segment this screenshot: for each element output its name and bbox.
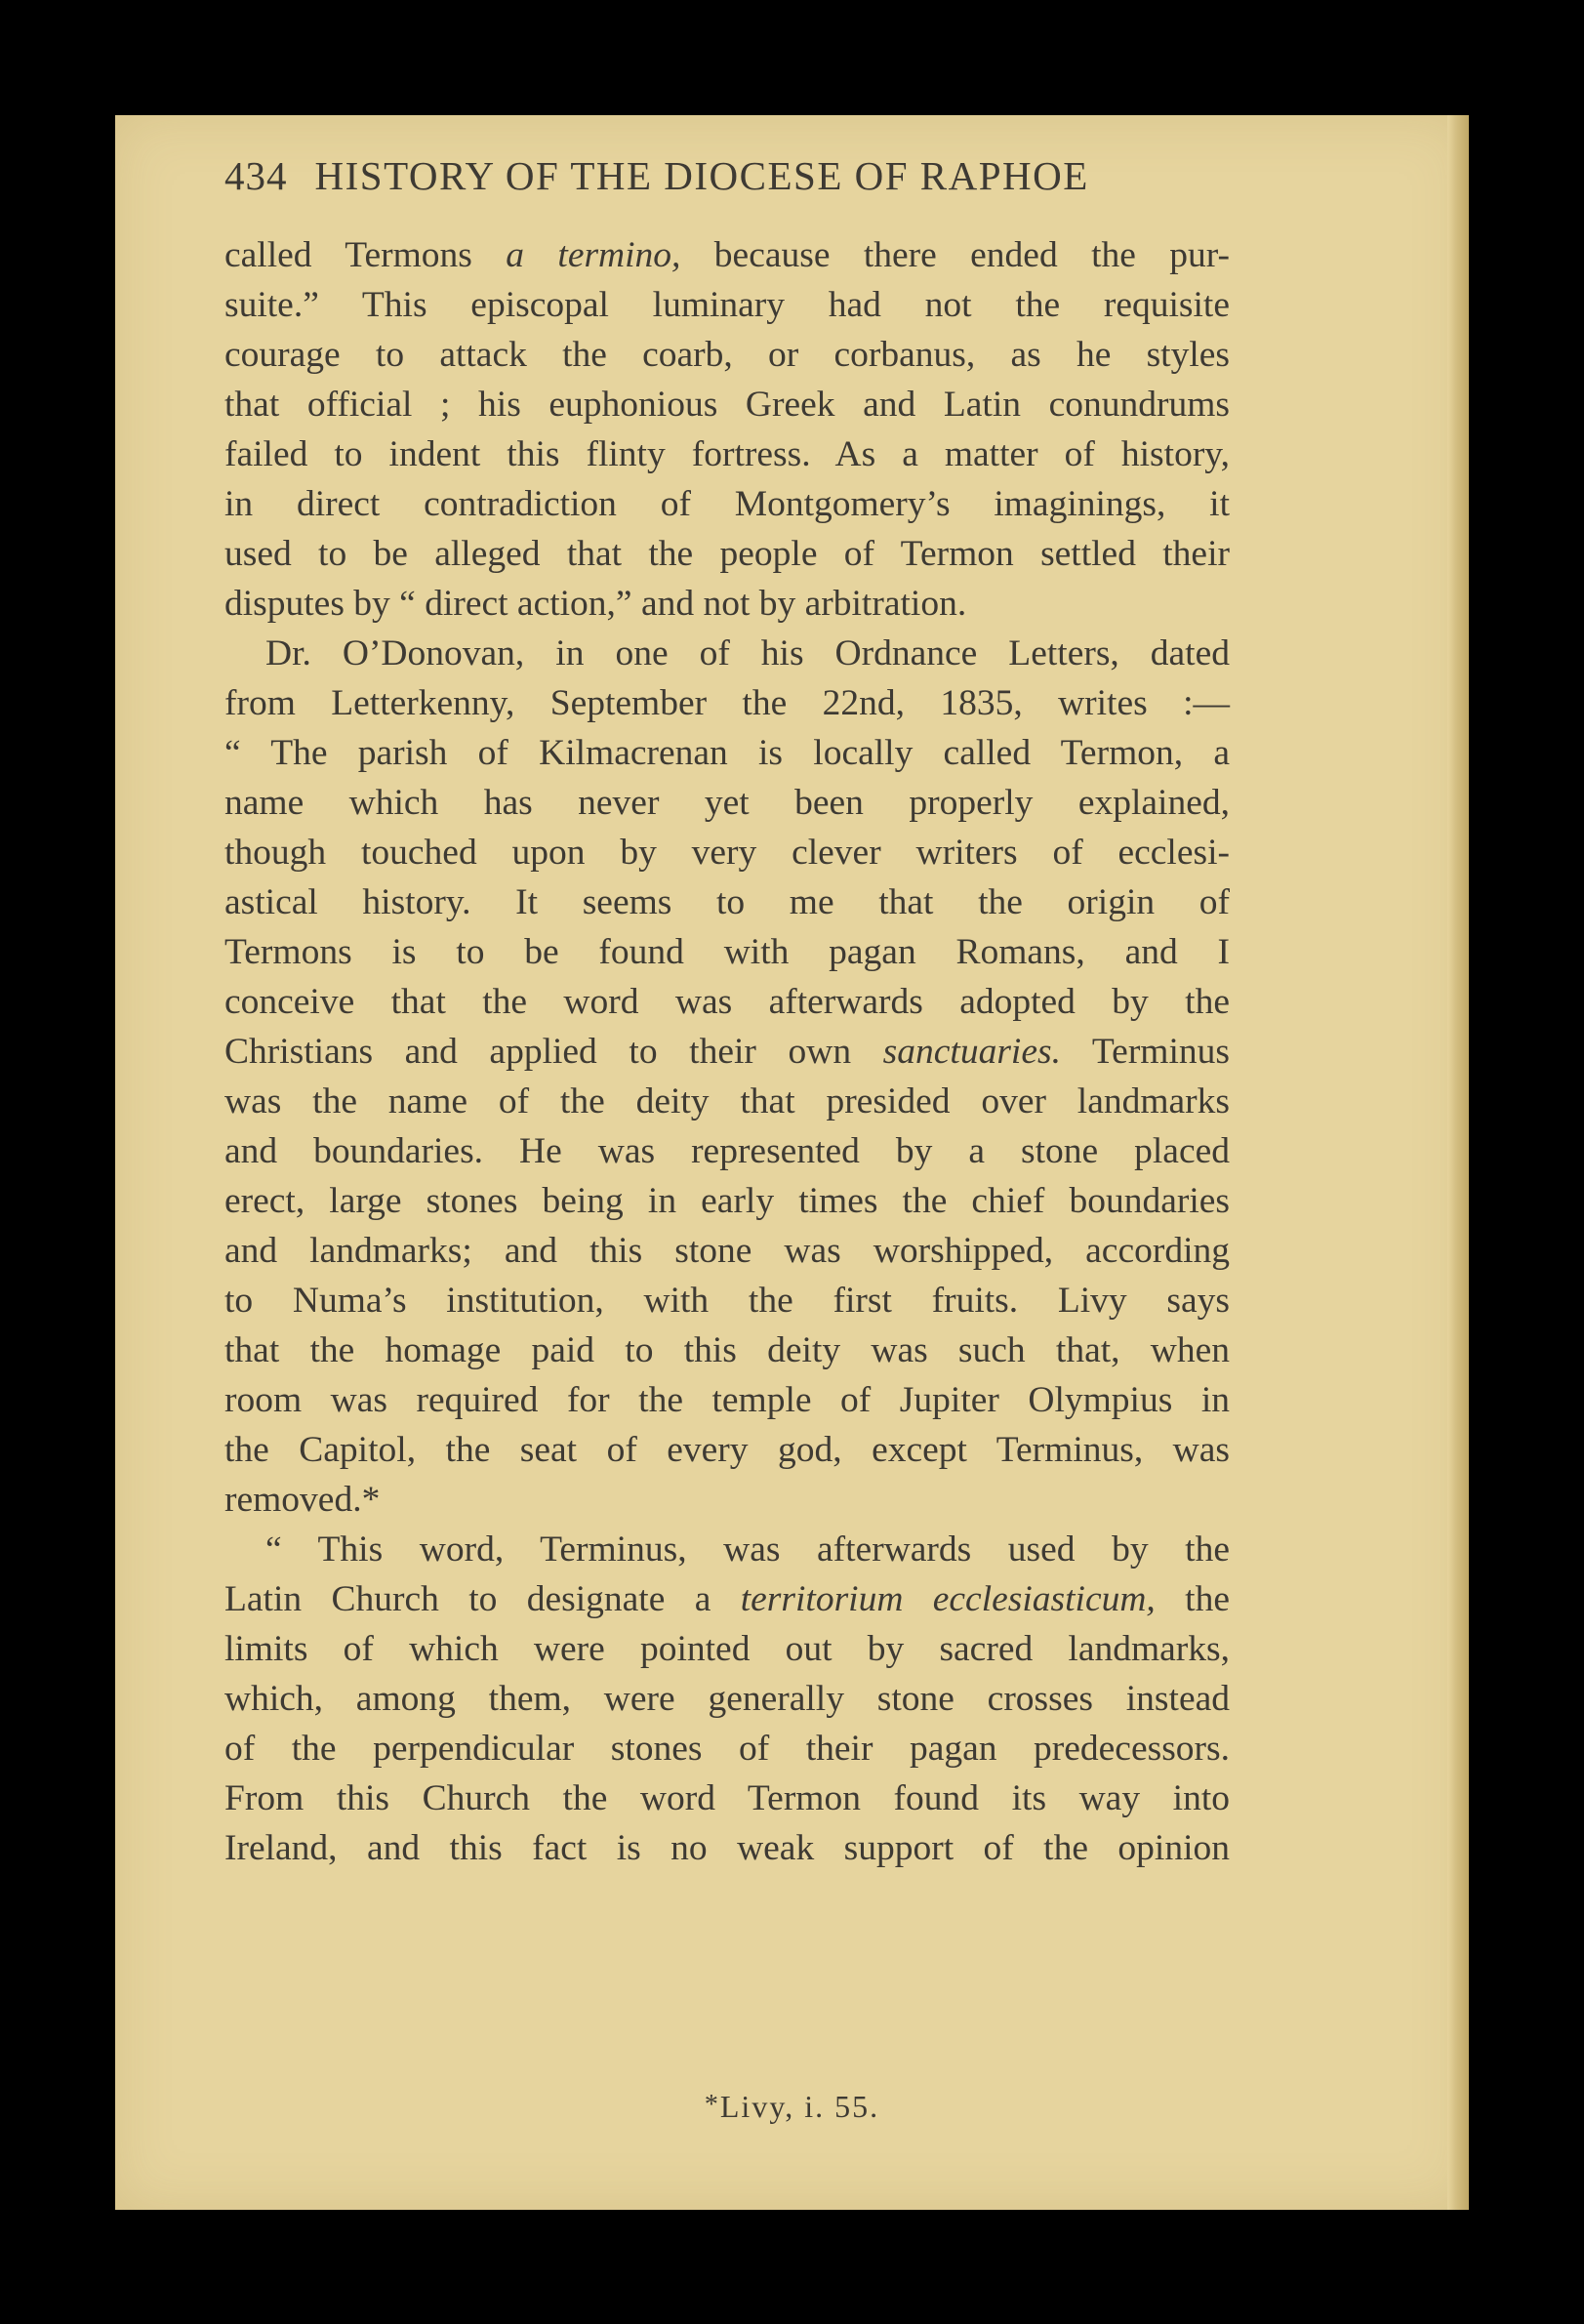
text-line: that official ; his euphonious Greek and Latin conundrums <box>224 385 1230 425</box>
text-line: and landmarks; and this stone was worshipped, according <box>224 1231 1230 1271</box>
running-title: HISTORY OF THE DIOCESE OF RAPHOE <box>314 153 1089 198</box>
italic-phrase: sanctuaries. <box>882 1032 1061 1072</box>
text-line: Dr. O’Donovan, in one of his Ordnance Letters, dated <box>265 633 1230 673</box>
text-line: that the homage paid to this deity was such that, when <box>224 1330 1230 1370</box>
text-line: From this Church the word Termon found its way into <box>224 1778 1230 1818</box>
footnote-text: Livy, i. 55. <box>719 2089 880 2124</box>
text-line: Christians and applied to their own sanctuaries. Terminus <box>224 1032 1230 1072</box>
text-line: “ The parish of Kilmacrenan is locally called Termon, a <box>224 733 1230 773</box>
text-line: name which has never yet been properly explained, <box>224 783 1230 823</box>
text-line: of the perpendicular stones of their pagan predecessors. <box>224 1729 1230 1769</box>
text-line: limits of which were pointed out by sacred landmarks, <box>224 1629 1230 1669</box>
italic-phrase: territorium ecclesiasticum, <box>740 1579 1156 1619</box>
text-line: Termons is to be found with pagan Romans, and I <box>224 932 1230 972</box>
text-line: failed to indent this flinty fortress. As a matter of history, <box>224 434 1230 474</box>
page-header <box>224 152 1230 199</box>
text-line: Latin Church to designate a territorium ecclesiasticum, the <box>224 1579 1230 1619</box>
text-line: room was required for the temple of Jupiter Olympius in <box>224 1380 1230 1420</box>
body-text <box>224 230 1230 1873</box>
italic-phrase: a termino, <box>506 235 681 275</box>
text-line: in direct contradiction of Montgomery’s imaginings, it <box>224 484 1230 524</box>
footnote-marker: * <box>704 2090 720 2120</box>
text-line: though touched upon by very clever writers of ecclesi- <box>224 833 1230 873</box>
text-line: was the name of the deity that presided over landmarks <box>224 1081 1230 1121</box>
text-line: from Letterkenny, September the 22nd, 1835, writes :— <box>224 683 1230 723</box>
book-page <box>115 115 1469 2210</box>
text-line: disputes by “ direct action,” and not by arbitration. <box>224 584 967 624</box>
footnote <box>115 2089 1469 2125</box>
paragraph-terminus <box>224 1525 1230 1873</box>
text-line: to Numa’s institution, with the first fruits. Livy says <box>224 1281 1230 1321</box>
text-line: Ireland, and this fact is no weak support of the opinion <box>224 1828 1230 1868</box>
text-line: and boundaries. He was represented by a stone placed <box>224 1131 1230 1171</box>
text-line: astical history. It seems to me that the origin of <box>224 882 1230 922</box>
paragraph-continuation <box>224 230 1230 629</box>
page-number: 434 <box>224 153 288 198</box>
text-line: which, among them, were generally stone crosses instead <box>224 1679 1230 1719</box>
text-line: courage to attack the coarb, or corbanus, as he styles <box>224 335 1230 375</box>
page-gutter-shadow <box>1447 115 1469 2210</box>
text-line: removed.* <box>224 1480 381 1520</box>
text-line: called Termons a termino, because there ended the pur- <box>224 235 1230 275</box>
text-line: the Capitol, the seat of every god, except Terminus, was <box>224 1430 1230 1470</box>
text-line: “ This word, Terminus, was afterwards used by the <box>265 1529 1230 1570</box>
paragraph-odonovan <box>224 629 1230 1525</box>
text-line: conceive that the word was afterwards adopted by the <box>224 982 1230 1022</box>
text-line: used to be alleged that the people of Termon settled their <box>224 534 1230 574</box>
text-line: erect, large stones being in early times the chief boundaries <box>224 1181 1230 1221</box>
text-line: suite.” This episcopal luminary had not the requisite <box>224 285 1230 325</box>
